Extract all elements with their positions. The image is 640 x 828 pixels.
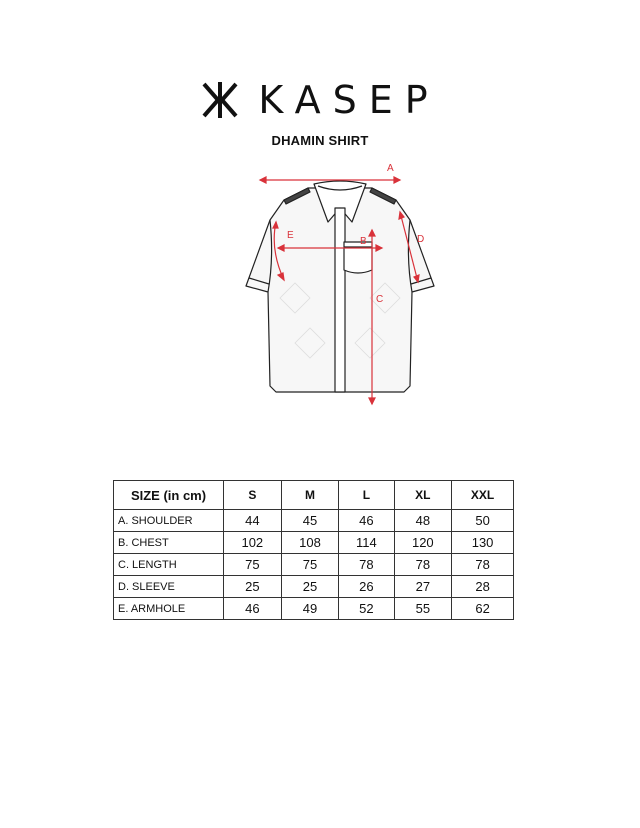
header-xxl: XXL [452, 481, 514, 510]
kasep-logo-icon [200, 80, 240, 120]
cell-value: 78 [394, 554, 452, 576]
table-row [114, 532, 514, 554]
cell-value: 102 [224, 532, 282, 554]
shirt-outline [246, 181, 434, 392]
cell-value: 46 [339, 510, 394, 532]
cell-value: 55 [394, 598, 452, 620]
header-xl: XL [394, 481, 452, 510]
label-d: D [417, 234, 425, 245]
label-b: B [360, 236, 367, 247]
row-label: C. LENGTH [114, 554, 224, 576]
cell-value: 46 [224, 598, 282, 620]
table-header-row [114, 481, 514, 510]
table-row [114, 598, 514, 620]
table-row [114, 554, 514, 576]
table-row [114, 510, 514, 532]
cell-value: 25 [281, 576, 339, 598]
cell-value: 108 [281, 532, 339, 554]
cell-value: 48 [394, 510, 452, 532]
cell-value: 28 [452, 576, 514, 598]
cell-value: 27 [394, 576, 452, 598]
shirt-diagram [240, 158, 440, 408]
header-s: S [224, 481, 282, 510]
cell-value: 114 [339, 532, 394, 554]
label-a: A [387, 163, 394, 174]
cell-value: 130 [452, 532, 514, 554]
cell-value: 78 [339, 554, 394, 576]
cell-value: 25 [224, 576, 282, 598]
cell-value: 62 [452, 598, 514, 620]
row-label: B. CHEST [114, 532, 224, 554]
label-c: C [376, 294, 384, 305]
row-label: A. SHOULDER [114, 510, 224, 532]
product-title: DHAMIN SHIRT [271, 133, 369, 148]
header-m: M [281, 481, 339, 510]
row-label: E. ARMHOLE [114, 598, 224, 620]
cell-value: 52 [339, 598, 394, 620]
label-e: E [287, 230, 294, 241]
cell-value: 49 [281, 598, 339, 620]
header-size: SIZE (in cm) [114, 481, 224, 510]
cell-value: 44 [224, 510, 282, 532]
brand-logo [0, 78, 640, 122]
cell-value: 120 [394, 532, 452, 554]
cell-value: 78 [452, 554, 514, 576]
brand-name: KASEP [258, 78, 440, 122]
size-chart-table [113, 480, 514, 620]
cell-value: 75 [281, 554, 339, 576]
cell-value: 50 [452, 510, 514, 532]
row-label: D. SLEEVE [114, 576, 224, 598]
table-row [114, 576, 514, 598]
cell-value: 26 [339, 576, 394, 598]
cell-value: 75 [224, 554, 282, 576]
cell-value: 45 [281, 510, 339, 532]
header-l: L [339, 481, 394, 510]
